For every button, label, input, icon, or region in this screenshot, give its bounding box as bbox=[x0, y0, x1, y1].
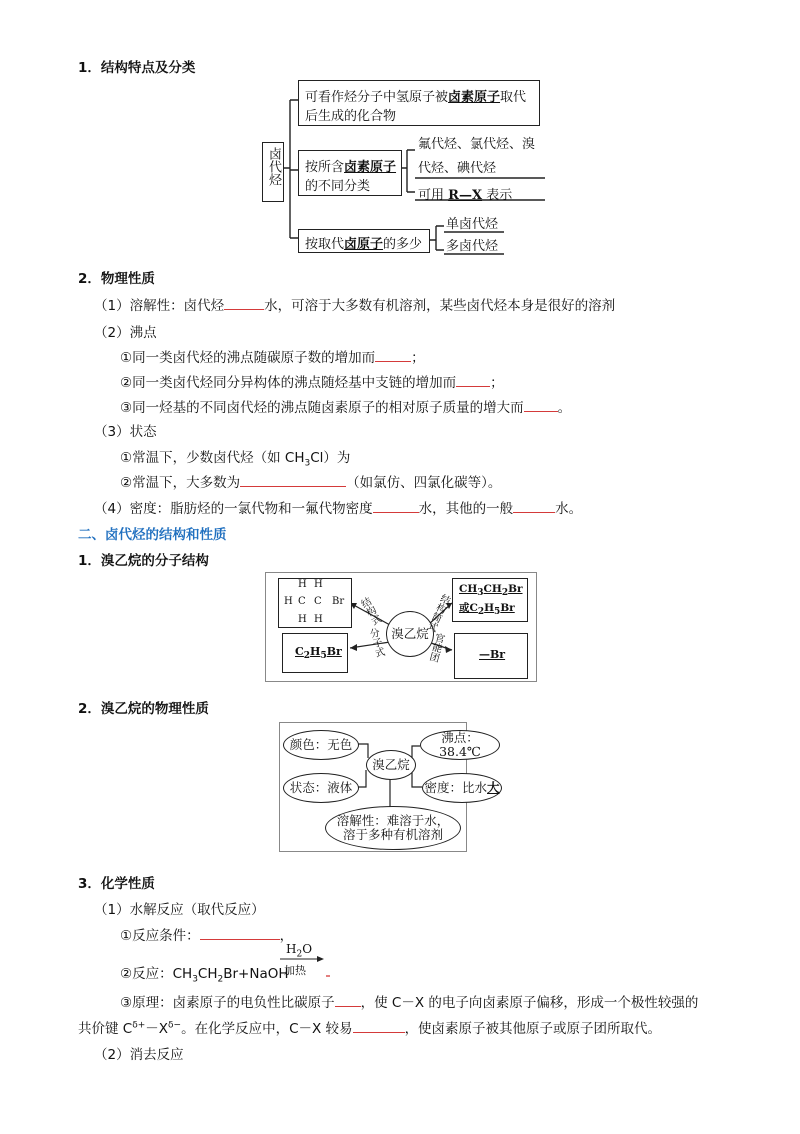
bp-rule-3-end: 。 bbox=[557, 400, 572, 416]
state-rule-2-text: ②常温下，大多数为 bbox=[120, 475, 241, 491]
fb-sub2: 5 bbox=[494, 607, 501, 618]
condition-text: ①反应条件： bbox=[120, 928, 200, 944]
density-text-a: （4）密度：脂肪烃的一氯代物和一氟代物密度 bbox=[94, 501, 373, 517]
state-rule-1-sub: 3 bbox=[304, 458, 311, 469]
principle-text-d: －X bbox=[145, 1021, 169, 1037]
mol-c: C bbox=[295, 645, 304, 658]
atom-h2: H bbox=[314, 579, 323, 590]
density-oval-emphasis: 大 bbox=[487, 780, 500, 795]
heading-bromoethane-structure: 1．溴乙烷的分子结构 bbox=[78, 553, 209, 569]
density-text-c: 水。 bbox=[555, 501, 583, 517]
definition-line2: 后生成的化合物 bbox=[305, 109, 397, 124]
bp-rule-1-text: ①同一类卤代烃的沸点随碳原子数的增加而 bbox=[120, 350, 376, 366]
section-title-structure-properties: 二、卤代烃的结构和性质 bbox=[78, 527, 227, 543]
label-functional: 官能团 bbox=[426, 631, 445, 663]
principle-line1 bbox=[120, 991, 698, 1011]
boiling-point-label: （2）沸点 bbox=[94, 325, 157, 341]
atom-h-left: H bbox=[284, 596, 293, 607]
mol-sub2: 5 bbox=[320, 651, 327, 662]
halogen-type-text: 按所含 bbox=[305, 160, 345, 175]
atom-h1: H bbox=[298, 579, 307, 590]
principle-line2 bbox=[78, 1017, 661, 1037]
count-emphasis: 卤原子 bbox=[344, 237, 384, 252]
hydrolysis-label: （1）水解反应（取代反应） bbox=[94, 902, 265, 918]
rx-text-b: 表示 bbox=[486, 188, 513, 203]
heading-physical-properties: 2．物理性质 bbox=[78, 271, 155, 287]
density-text-b: 水，其他的一般 bbox=[418, 501, 514, 517]
solubility-oval-line2: 溶于多种有机溶剂 bbox=[342, 827, 443, 842]
atom-c1: C bbox=[298, 596, 306, 607]
mol-sub1: 2 bbox=[303, 651, 311, 662]
arrow-condition-bottom: 加热 bbox=[284, 964, 306, 977]
principle-sup2: δ− bbox=[168, 1020, 182, 1031]
halogen-kinds-line1: 氟代烃、氯代烃、溴 bbox=[418, 137, 536, 152]
atom-br: Br bbox=[332, 596, 345, 607]
root-label: 卤代烃 bbox=[266, 147, 281, 186]
atom-c2: C bbox=[314, 596, 322, 607]
reaction-text-b: CH bbox=[197, 966, 218, 982]
poly-halide: 多卤代烃 bbox=[446, 239, 499, 254]
heading-structure-classification: 1．结构特点及分类 bbox=[78, 60, 196, 76]
fa-sub2: 2 bbox=[501, 588, 509, 599]
fa-sub1: 3 bbox=[477, 588, 484, 599]
blank-bond[interactable] bbox=[353, 1020, 405, 1033]
fa-2: CH bbox=[483, 583, 502, 595]
mono-halide: 单卤代烃 bbox=[446, 217, 499, 232]
fb-2: H bbox=[484, 602, 495, 614]
arrow-top-sub: 2 bbox=[296, 949, 303, 960]
fb-sub1: 2 bbox=[477, 607, 485, 618]
fa-1: CH bbox=[459, 583, 478, 595]
label-molecular: 分子式 bbox=[366, 627, 385, 659]
arrow-top-h: H bbox=[286, 942, 297, 956]
bp-rule-1-end: ； bbox=[411, 350, 425, 366]
rx-emphasis: R—X bbox=[448, 188, 483, 203]
principle-text-c: 共价键 C bbox=[78, 1021, 133, 1037]
bp-rule-3-text: ③同一烃基的不同卤代烃的沸点随卤素原子的相对原子质量的增大而 bbox=[120, 400, 524, 416]
reaction-sub2: 2 bbox=[217, 974, 224, 985]
atom-h3: H bbox=[298, 614, 307, 625]
halogen-kinds-line2: 代烃、碘代烃 bbox=[418, 161, 497, 176]
definition-text-b: 取代 bbox=[500, 90, 527, 105]
state-label: （3）状态 bbox=[94, 424, 157, 440]
rx-text-a: 可用 bbox=[418, 188, 445, 203]
principle-text-a: ③原理：卤素原子的电负性比碳原子 bbox=[120, 995, 335, 1011]
principle-text-b: ，使 C－X 的电子向卤素原子偏移，形成一个极性较强的 bbox=[360, 995, 699, 1011]
halogen-type-emphasis: 卤素原子 bbox=[344, 160, 397, 175]
heading-chemical-properties: 3．化学性质 bbox=[78, 876, 155, 892]
physical-center-oval: 溴乙烷 bbox=[366, 750, 416, 780]
bromoethane-center-oval: 溴乙烷 bbox=[386, 611, 434, 657]
heading-bromoethane-physical: 2．溴乙烷的物理性质 bbox=[78, 701, 209, 717]
bp-rule-2-text: ②同一类卤代烃同分异构体的沸点随烃基中支链的增加而 bbox=[120, 375, 457, 391]
solubility-oval-line1: 溶解性：难溶于水， bbox=[336, 813, 450, 828]
state-rule-1-text: ①常温下，少数卤代烃（如 CH bbox=[120, 450, 305, 466]
reaction-text-c: Br+NaOH bbox=[223, 966, 289, 982]
functional-group: —Br bbox=[479, 648, 506, 661]
density-oval-text: 密度：比水 bbox=[424, 780, 487, 795]
definition-emphasis: 卤素原子 bbox=[448, 90, 501, 105]
boiling-point-oval: 沸点：38.4℃ bbox=[420, 730, 500, 760]
state-rule-1-end: Cl）为 bbox=[310, 450, 351, 466]
elimination-label: （2）消去反应 bbox=[94, 1047, 184, 1063]
bp-rule-2-end: ； bbox=[490, 375, 504, 391]
state-oval: 状态：液体 bbox=[283, 773, 359, 803]
principle-text-f: ，使卤素原子被其他原子或原子团所取代。 bbox=[404, 1021, 662, 1037]
fb-1: 或C bbox=[459, 602, 478, 614]
reaction-sub1: 3 bbox=[192, 974, 198, 985]
label-simple: 结构简式 bbox=[424, 591, 451, 633]
arrow-top-o: O bbox=[302, 942, 313, 956]
reaction-text-a: ②反应：CH bbox=[120, 966, 193, 982]
solubility-text-a: （1）溶解性：卤代烃 bbox=[94, 298, 225, 314]
definition-text-a: 可看作烃分子中氢原子被 bbox=[305, 90, 449, 105]
mol-br: Br bbox=[326, 645, 342, 658]
condition-end: ， bbox=[279, 928, 294, 944]
blank-electronegativity[interactable] bbox=[335, 994, 361, 1007]
count-text-a: 按取代 bbox=[305, 237, 345, 252]
fb-3: Br bbox=[500, 602, 515, 614]
solubility-text-b: 水，可溶于大多数有机溶剂，某些卤代烃本身是很好的溶剂 bbox=[264, 298, 616, 314]
principle-sup1: δ+ bbox=[132, 1020, 146, 1031]
color-oval: 颜色：无色 bbox=[283, 730, 359, 760]
fa-3: Br bbox=[508, 583, 523, 595]
label-structural: 结构式 bbox=[357, 596, 382, 628]
halogen-type-line2: 的不同分类 bbox=[305, 179, 371, 194]
state-rule-2-end: （如氯仿、四氯化碳等）。 bbox=[346, 475, 502, 491]
principle-text-e: 。在化学反应中，C－X 较易 bbox=[181, 1021, 353, 1037]
mol-h: H bbox=[310, 645, 321, 658]
count-text-b: 的多少 bbox=[383, 237, 423, 252]
atom-h4: H bbox=[314, 614, 323, 625]
